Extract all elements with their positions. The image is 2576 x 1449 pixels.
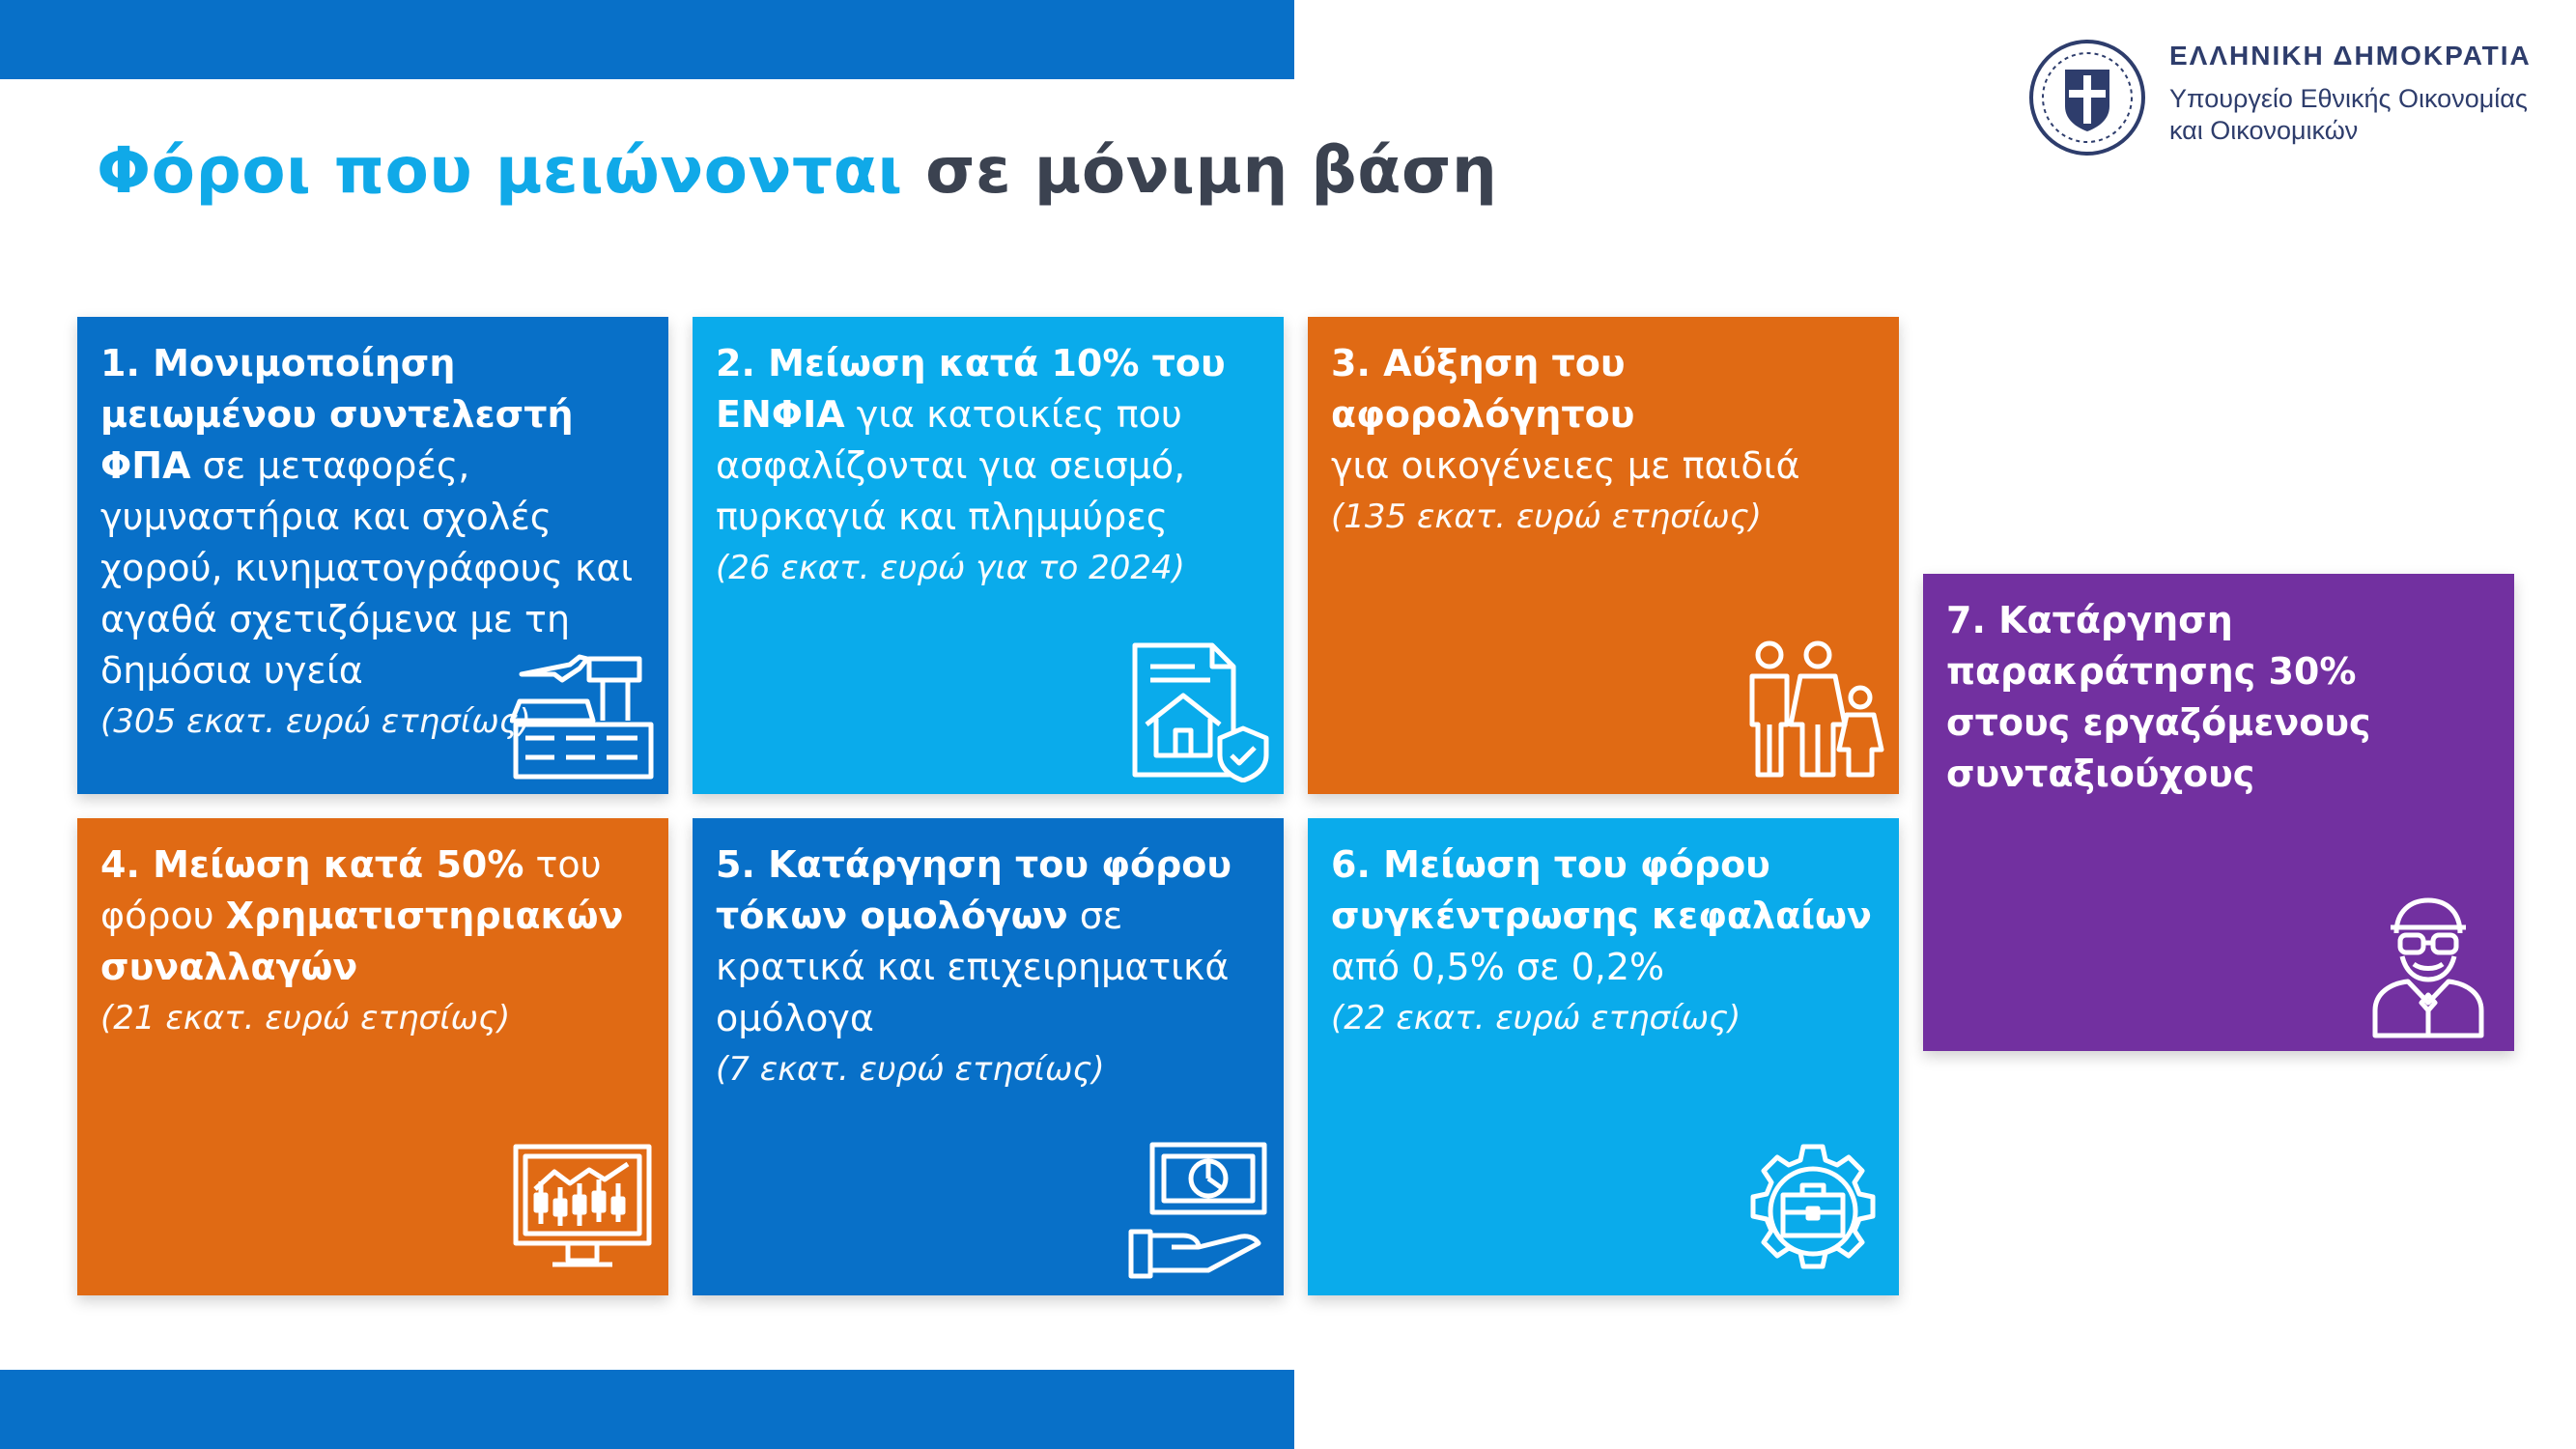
- top-accent-bar: [0, 0, 1294, 79]
- bottom-accent-bar: [0, 1370, 1294, 1449]
- logo-country: ΕΛΛΗΝΙΚΗ ΔΗΜΟΚΡΑΤΙΑ: [2169, 41, 2532, 71]
- card-4-text: του φόρου: [100, 843, 602, 937]
- card-2-heading: 2. Μείωση κατά 10% του ΕΝΦΙΑ: [716, 342, 1226, 436]
- logo-ministry-line1: Υπουργείο Εθνικής Οικονομίας: [2169, 84, 2528, 113]
- ministry-logo: [2026, 37, 2548, 158]
- page-title-highlight: Φόροι που μειώνονται: [97, 133, 903, 208]
- card-5-text: σε κρατικά και επιχειρηματικά ομόλογα: [716, 895, 1230, 1039]
- card-3-heading: 3. Αύξηση του αφορολόγητου: [1331, 342, 1635, 436]
- airport-icon: [510, 638, 655, 782]
- page-title: [97, 133, 1497, 208]
- card-1-cost: (305 εκατ. ευρώ ετησίως): [100, 702, 531, 741]
- card-1-text: σε μεταφορές, γυμναστήρια και σχολές χορού, κινηματογράφους και αγαθά σχετιζόμενα με τη δημόσια υγεία: [100, 444, 634, 692]
- measure-card-4: [77, 818, 668, 1295]
- money-hand-icon: [1125, 1139, 1270, 1284]
- measure-card-1: [77, 317, 668, 794]
- measure-card-6: [1308, 818, 1899, 1295]
- card-7-heading: 7. Κατάργηση παρακράτησης 30% στους εργαζόμενους συνταξιούχους: [1946, 599, 2371, 795]
- measure-card-7: [1923, 574, 2514, 1051]
- card-5-heading: 5. Κατάργηση του φόρου τόκων ομολόγων: [716, 843, 1232, 937]
- logo-ministry-line2: και Οικονομικών: [2169, 116, 2359, 145]
- page-title-rest: σε μόνιμη βάση: [925, 133, 1498, 208]
- card-6-cost: (22 εκατ. ευρώ ετησίως): [1331, 999, 1741, 1037]
- card-6-text: από 0,5% σε 0,2%: [1331, 946, 1665, 988]
- card-3-text: για οικογένειες με παιδιά: [1331, 444, 1800, 487]
- family-icon: [1741, 638, 1885, 782]
- house-insurance-icon: [1125, 638, 1270, 782]
- stock-monitor-icon: [510, 1139, 655, 1284]
- card-3-cost: (135 εκατ. ευρώ ετησίως): [1331, 497, 1762, 536]
- measure-card-5: [693, 818, 1284, 1295]
- measure-card-2: [693, 317, 1284, 794]
- card-4-cost: (21 εκατ. ευρώ ετησίως): [100, 999, 511, 1037]
- hellenic-republic-seal-icon: [2026, 37, 2148, 158]
- briefcase-gear-icon: [1741, 1139, 1885, 1284]
- senior-worker-icon: [2356, 895, 2501, 1039]
- card-5-cost: (7 εκατ. ευρώ ετησίως): [716, 1050, 1105, 1089]
- card-2-cost: (26 εκατ. ευρώ για το 2024): [716, 549, 1185, 587]
- card-6-heading: 6. Μείωση του φόρου συγκέντρωσης κεφαλαίων: [1331, 843, 1872, 937]
- card-2-text: για κατοικίες που ασφαλίζονται για σεισμό, πυρκαγιά και πλημμύρες: [716, 393, 1186, 538]
- card-4-heading: 4. Μείωση κατά 50%: [100, 843, 524, 886]
- card-1-heading: 1. Μονιμοποίηση μειωμένου συντελεστή ΦΠΑ: [100, 342, 574, 487]
- card-4-heading-2: Χρηματιστηριακών συναλλαγών: [100, 895, 624, 988]
- measure-card-3: [1308, 317, 1899, 794]
